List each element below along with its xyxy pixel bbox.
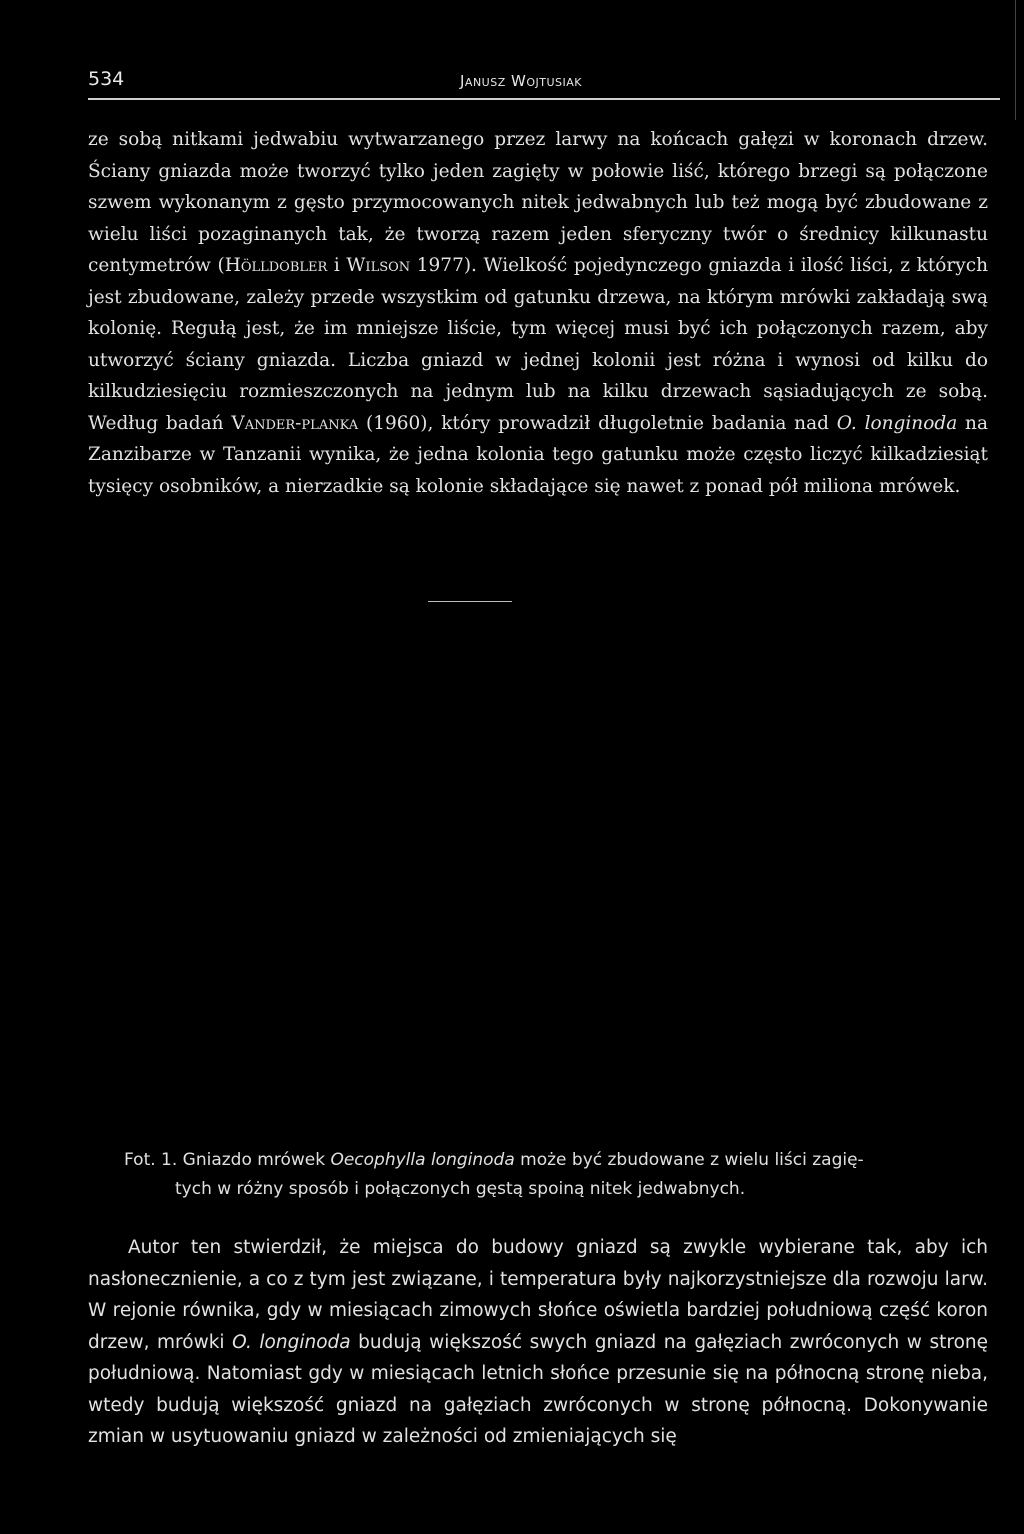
body-paragraph-1 xyxy=(88,124,988,502)
species-name: O. longinoda xyxy=(232,1331,351,1353)
citation-author: Vander-planka xyxy=(231,412,359,434)
text-run: (1960), który prowadził długoletnie badania nad xyxy=(358,412,837,434)
running-head xyxy=(88,68,1000,100)
photo xyxy=(88,620,1000,1135)
caption-text: Fot. 1. Gniazdo mrówek xyxy=(124,1150,331,1170)
text-run: budują większość swych gniazd na gałęziach zwróconych w stronę południową. Natomiast gdy w miesiącach letnich słońce przesunie się na północną stronę nieba, wtedy budują większość gniazd na gałęziach zwróconych w stronę północną. Dokonywanie zmian w usytuowaniu gniazd w zależności od zmieniających się xyxy=(88,1331,988,1447)
page-edge xyxy=(1015,0,1024,120)
paragraph xyxy=(88,124,988,502)
text-run: 1977). Wielkość pojedynczego gniazda i ilość liści, z których jest zbudowane, zależy przede wszystkim od gatunku drzewa, na którym mrówki zakładają swą kolonię. Regułą jest, że im mniejsze liście, tym więcej musi być ich połączonych razem, aby utworzyć ściany gniazda. Liczba gniazd w jednej kolonii jest różna i wynosi od kilku do kilkudziesięciu rozmieszczonych na jednym lub na kilku drzewach sąsiadujących ze sobą. Według badań xyxy=(88,255,989,434)
text-run: Autor ten stwierdził, że miejsca do budowy gniazd są zwykle wybierane tak, aby ich nasłonecznienie, a co z tym jest związane, i temperatura były najkorzystniejsze dla rozwoju larw. W rejonie równika, gdy w miesiącach zimowych słońce oświetla bardziej południową część koron drzew, mrówki xyxy=(88,1237,988,1353)
text-run: na Zanzibarze w Tanzanii wynika, że jedna kolonia tego gatunku może często liczyć kilkadziesiąt tysięcy osobników, a nierzadkie są kolonie składające się nawet z ponad pół miliona mrówek. xyxy=(88,412,988,497)
running-head-author: Janusz Wojtusiak xyxy=(460,72,582,90)
citation-author: Hölldobler xyxy=(224,255,328,276)
paragraph xyxy=(88,1232,988,1453)
page-number: 534 xyxy=(88,68,125,90)
caption-text: może być zbudowane z wielu liści zagię- xyxy=(514,1150,864,1170)
section-separator xyxy=(428,601,512,602)
figure-caption xyxy=(124,1146,980,1204)
caption-line-2: tych w różny sposób i połączonych gęstą spoiną nitek jedwabnych. xyxy=(175,1179,746,1199)
document-page xyxy=(88,0,1000,1534)
body-paragraph-2 xyxy=(88,1232,988,1453)
citation-author: Wilson xyxy=(346,255,411,276)
species-name: O. longinoda xyxy=(836,412,958,434)
text-run: i xyxy=(327,255,347,276)
text-run: ze sobą nitkami jedwabiu wytwarzanego przez larwy na końcach gałęzi w koronach drzew. Ściany gniazda może tworzyć tylko jeden zagięty w połowie liść, którego brzegi są połączone szwem wykonanym z gęsto przymocowanych nitek jedwabnych lub też mogą być zbudowane z wielu liści pozaginanych tak, że tworzą razem jeden sferyczny twór o średnicy kilkunastu centymetrów ( xyxy=(88,129,988,276)
species-name: Oecophylla longinoda xyxy=(330,1150,515,1170)
